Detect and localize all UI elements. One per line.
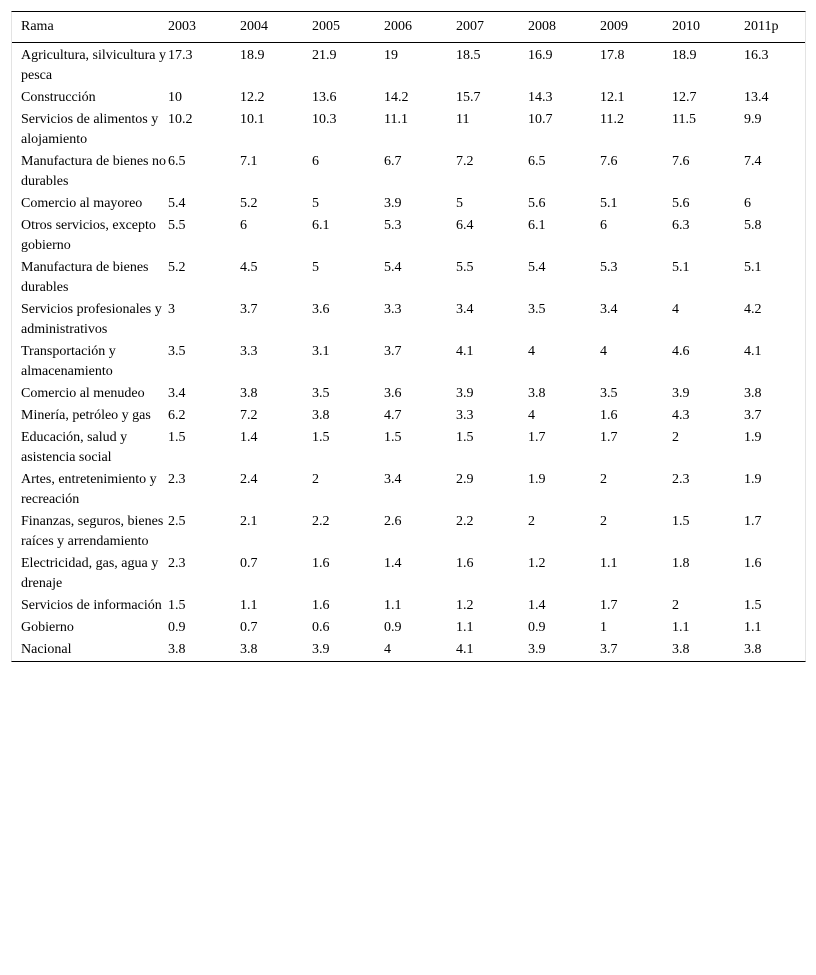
table-row bbox=[12, 299, 805, 341]
table-cell-value: 3.7 bbox=[384, 344, 402, 359]
row-label-rama: Comercio al mayoreo bbox=[21, 196, 143, 211]
table-cell-value: 3 bbox=[168, 302, 175, 317]
table-cell-value: 5.4 bbox=[168, 196, 186, 211]
table-cell-value: 9.9 bbox=[744, 112, 762, 127]
table-cell-value: 6.2 bbox=[168, 408, 186, 423]
table-cell-value: 2 bbox=[600, 514, 607, 529]
table-cell-value: 2.5 bbox=[168, 514, 186, 529]
table-cell-value: 4.1 bbox=[456, 642, 474, 657]
table-cell-value: 4.1 bbox=[456, 344, 474, 359]
row-label-rama: Comercio al menudeo bbox=[21, 386, 145, 401]
table-cell-value: 16.9 bbox=[528, 48, 553, 63]
table-cell-value: 4.3 bbox=[672, 408, 690, 423]
table-cell-value: 1.5 bbox=[744, 598, 762, 613]
table-cell-value: 6.5 bbox=[168, 154, 186, 169]
table-cell-value: 3.3 bbox=[384, 302, 402, 317]
row-label-rama: Transportación y almacenamiento bbox=[21, 344, 116, 379]
table-row bbox=[12, 215, 805, 257]
table-cell-value: 1.6 bbox=[744, 556, 762, 571]
table-cell-value: 17.8 bbox=[600, 48, 625, 63]
table-cell-value: 6 bbox=[240, 218, 247, 233]
table-cell-value: 3.3 bbox=[456, 408, 474, 423]
table-cell-value: 10.7 bbox=[528, 112, 553, 127]
table-cell-value: 10.2 bbox=[168, 112, 193, 127]
table-cell-value: 1.5 bbox=[312, 430, 330, 445]
row-label-rama: Manufactura de bienes durables bbox=[21, 260, 149, 295]
table-cell-value: 3.6 bbox=[312, 302, 330, 317]
table-cell-value: 0.7 bbox=[240, 556, 258, 571]
table-cell-value: 3.1 bbox=[312, 344, 330, 359]
table-cell-value: 3.8 bbox=[672, 642, 690, 657]
table-cell-value: 3.4 bbox=[600, 302, 618, 317]
table-cell-value: 2 bbox=[600, 472, 607, 487]
table-body bbox=[12, 43, 805, 662]
data-table-container bbox=[11, 11, 806, 662]
table-cell-value: 5.6 bbox=[672, 196, 690, 211]
table-cell-value: 4 bbox=[528, 344, 535, 359]
table-cell-value: 5.1 bbox=[744, 260, 762, 275]
table-cell-value: 18.9 bbox=[240, 48, 265, 63]
table-cell-value: 5.3 bbox=[384, 218, 402, 233]
table-cell-value: 19 bbox=[384, 48, 398, 63]
table-cell-value: 6 bbox=[312, 154, 319, 169]
table-cell-value: 3.9 bbox=[528, 642, 546, 657]
column-header-year: 2007 bbox=[456, 12, 528, 43]
table-cell-value: 1.9 bbox=[744, 430, 762, 445]
table-cell-value: 2.3 bbox=[168, 556, 186, 571]
table-cell-value: 3.6 bbox=[384, 386, 402, 401]
table-cell-value: 6.7 bbox=[384, 154, 402, 169]
table-cell-value: 3.4 bbox=[384, 472, 402, 487]
table-cell-value: 5.3 bbox=[600, 260, 618, 275]
table-row bbox=[12, 43, 805, 88]
table-row bbox=[12, 193, 805, 215]
table-cell-value: 11 bbox=[456, 112, 470, 127]
table-cell-value: 4.7 bbox=[384, 408, 402, 423]
table-cell-value: 3.4 bbox=[456, 302, 474, 317]
table-row bbox=[12, 383, 805, 405]
data-table bbox=[12, 12, 805, 661]
table-cell-value: 3.3 bbox=[240, 344, 258, 359]
table-row bbox=[12, 341, 805, 383]
table-cell-value: 2.6 bbox=[384, 514, 402, 529]
table-cell-value: 1.5 bbox=[168, 430, 186, 445]
table-cell-value: 6 bbox=[600, 218, 607, 233]
table-cell-value: 1.2 bbox=[528, 556, 546, 571]
column-header-rama: Rama bbox=[12, 12, 168, 43]
table-cell-value: 13.4 bbox=[744, 90, 769, 105]
table-cell-value: 4.5 bbox=[240, 260, 258, 275]
row-label-rama: Agricultura, silvicultura y pesca bbox=[21, 48, 167, 83]
table-cell-value: 12.7 bbox=[672, 90, 697, 105]
table-cell-value: 3.9 bbox=[456, 386, 474, 401]
table-cell-value: 2.4 bbox=[240, 472, 258, 487]
table-cell-value: 3.7 bbox=[240, 302, 258, 317]
table-cell-value: 2.3 bbox=[672, 472, 690, 487]
table-cell-value: 7.2 bbox=[456, 154, 474, 169]
table-row bbox=[12, 257, 805, 299]
table-cell-value: 2.3 bbox=[168, 472, 186, 487]
table-cell-value: 3.5 bbox=[600, 386, 618, 401]
row-label-rama: Nacional bbox=[21, 642, 72, 657]
column-header-year: 2003 bbox=[168, 12, 240, 43]
table-row bbox=[12, 639, 805, 661]
column-header-year: 2009 bbox=[600, 12, 672, 43]
table-cell-value: 0.9 bbox=[384, 620, 402, 635]
table-row bbox=[12, 151, 805, 193]
column-header-year: 2008 bbox=[528, 12, 600, 43]
table-cell-value: 5.8 bbox=[744, 218, 762, 233]
column-header-year: 2011p bbox=[744, 12, 805, 43]
table-cell-value: 2.2 bbox=[312, 514, 330, 529]
table-cell-value: 5.2 bbox=[168, 260, 186, 275]
table-cell-value: 4.1 bbox=[744, 344, 762, 359]
row-label-rama: Construcción bbox=[21, 90, 96, 105]
table-row bbox=[12, 617, 805, 639]
table-cell-value: 5 bbox=[312, 196, 319, 211]
table-cell-value: 14.2 bbox=[384, 90, 409, 105]
table-cell-value: 5.5 bbox=[456, 260, 474, 275]
table-cell-value: 0.6 bbox=[312, 620, 330, 635]
table-cell-value: 12.1 bbox=[600, 90, 625, 105]
table-cell-value: 4 bbox=[600, 344, 607, 359]
table-cell-value: 10.1 bbox=[240, 112, 265, 127]
table-cell-value: 2.1 bbox=[240, 514, 258, 529]
table-cell-value: 10 bbox=[168, 90, 182, 105]
table-cell-value: 1.9 bbox=[528, 472, 546, 487]
table-row bbox=[12, 553, 805, 595]
table-cell-value: 2.2 bbox=[456, 514, 474, 529]
table-cell-value: 10.3 bbox=[312, 112, 337, 127]
table-cell-value: 2 bbox=[312, 472, 319, 487]
table-cell-value: 18.5 bbox=[456, 48, 481, 63]
row-label-rama: Artes, entretenimiento y recreación bbox=[21, 472, 157, 507]
table-cell-value: 3.9 bbox=[672, 386, 690, 401]
table-cell-value: 1.7 bbox=[600, 598, 618, 613]
table-cell-value: 4.6 bbox=[672, 344, 690, 359]
table-cell-value: 7.6 bbox=[600, 154, 618, 169]
table-cell-value: 1.2 bbox=[456, 598, 474, 613]
table-cell-value: 4 bbox=[528, 408, 535, 423]
table-cell-value: 3.5 bbox=[168, 344, 186, 359]
table-cell-value: 1.7 bbox=[528, 430, 546, 445]
table-row bbox=[12, 109, 805, 151]
table-cell-value: 3.9 bbox=[312, 642, 330, 657]
table-cell-value: 1.1 bbox=[240, 598, 258, 613]
table-cell-value: 1.6 bbox=[312, 556, 330, 571]
table-cell-value: 3.8 bbox=[528, 386, 546, 401]
table-cell-value: 3.8 bbox=[168, 642, 186, 657]
table-cell-value: 1.8 bbox=[672, 556, 690, 571]
table-cell-value: 5.4 bbox=[528, 260, 546, 275]
table-cell-value: 0.7 bbox=[240, 620, 258, 635]
table-cell-value: 13.6 bbox=[312, 90, 337, 105]
table-cell-value: 4 bbox=[384, 642, 391, 657]
table-cell-value: 1.6 bbox=[600, 408, 618, 423]
table-cell-value: 2 bbox=[672, 430, 679, 445]
table-cell-value: 5.4 bbox=[384, 260, 402, 275]
table-cell-value: 1.1 bbox=[384, 598, 402, 613]
row-label-rama: Electricidad, gas, agua y drenaje bbox=[21, 556, 159, 591]
table-cell-value: 1.4 bbox=[528, 598, 546, 613]
table-cell-value: 5 bbox=[312, 260, 319, 275]
table-cell-value: 1.4 bbox=[384, 556, 402, 571]
table-cell-value: 0.9 bbox=[528, 620, 546, 635]
header-row bbox=[12, 12, 805, 43]
table-cell-value: 1.5 bbox=[384, 430, 402, 445]
table-cell-value: 6.3 bbox=[672, 218, 690, 233]
table-cell-value: 1 bbox=[600, 620, 607, 635]
table-cell-value: 3.8 bbox=[240, 386, 258, 401]
table-cell-value: 11.1 bbox=[384, 112, 408, 127]
table-cell-value: 1.1 bbox=[600, 556, 618, 571]
table-cell-value: 1.7 bbox=[600, 430, 618, 445]
row-label-rama: Manufactura de bienes no durables bbox=[21, 154, 166, 189]
table-cell-value: 6.1 bbox=[312, 218, 330, 233]
table-cell-value: 3.5 bbox=[528, 302, 546, 317]
table-cell-value: 2 bbox=[528, 514, 535, 529]
table-cell-value: 6.1 bbox=[528, 218, 546, 233]
table-cell-value: 3.8 bbox=[744, 386, 762, 401]
table-row bbox=[12, 595, 805, 617]
table-cell-value: 3.8 bbox=[744, 642, 762, 657]
table-cell-value: 1.5 bbox=[168, 598, 186, 613]
table-cell-value: 1.4 bbox=[240, 430, 258, 445]
table-cell-value: 1.6 bbox=[456, 556, 474, 571]
table-cell-value: 4.2 bbox=[744, 302, 762, 317]
table-cell-value: 1.1 bbox=[744, 620, 762, 635]
table-cell-value: 1.6 bbox=[312, 598, 330, 613]
table-cell-value: 1.5 bbox=[456, 430, 474, 445]
table-cell-value: 1.5 bbox=[672, 514, 690, 529]
column-header-year: 2004 bbox=[240, 12, 312, 43]
table-cell-value: 3.7 bbox=[744, 408, 762, 423]
table-cell-value: 18.9 bbox=[672, 48, 697, 63]
row-label-rama: Minería, petróleo y gas bbox=[21, 408, 151, 423]
table-cell-value: 7.1 bbox=[240, 154, 258, 169]
table-cell-value: 5.2 bbox=[240, 196, 258, 211]
table-cell-value: 1.1 bbox=[672, 620, 690, 635]
table-cell-value: 11.5 bbox=[672, 112, 696, 127]
row-label-rama: Gobierno bbox=[21, 620, 74, 635]
table-cell-value: 3.9 bbox=[384, 196, 402, 211]
table-cell-value: 5.1 bbox=[600, 196, 618, 211]
table-cell-value: 7.2 bbox=[240, 408, 258, 423]
table-cell-value: 4 bbox=[672, 302, 679, 317]
row-label-rama: Servicios de información bbox=[21, 598, 162, 613]
table-row bbox=[12, 87, 805, 109]
table-cell-value: 5 bbox=[456, 196, 463, 211]
table-cell-value: 12.2 bbox=[240, 90, 265, 105]
table-row bbox=[12, 511, 805, 553]
table-cell-value: 2 bbox=[672, 598, 679, 613]
table-cell-value: 7.4 bbox=[744, 154, 762, 169]
table-row bbox=[12, 427, 805, 469]
table-row bbox=[12, 469, 805, 511]
table-cell-value: 6 bbox=[744, 196, 751, 211]
table-header bbox=[12, 12, 805, 43]
table-cell-value: 5.6 bbox=[528, 196, 546, 211]
table-cell-value: 1.1 bbox=[456, 620, 474, 635]
table-cell-value: 7.6 bbox=[672, 154, 690, 169]
table-cell-value: 0.9 bbox=[168, 620, 186, 635]
table-cell-value: 15.7 bbox=[456, 90, 481, 105]
table-cell-value: 3.5 bbox=[312, 386, 330, 401]
row-label-rama: Finanzas, seguros, bienes raíces y arrendamiento bbox=[21, 514, 164, 549]
row-label-rama: Servicios profesionales y administrativos bbox=[21, 302, 162, 337]
table-cell-value: 6.5 bbox=[528, 154, 546, 169]
row-label-rama: Servicios de alimentos y alojamiento bbox=[21, 112, 159, 147]
row-label-rama: Educación, salud y asistencia social bbox=[21, 430, 128, 465]
column-header-year: 2010 bbox=[672, 12, 744, 43]
table-cell-value: 3.8 bbox=[312, 408, 330, 423]
table-cell-value: 21.9 bbox=[312, 48, 337, 63]
table-cell-value: 3.8 bbox=[240, 642, 258, 657]
table-cell-value: 5.1 bbox=[672, 260, 690, 275]
table-row bbox=[12, 405, 805, 427]
table-cell-value: 14.3 bbox=[528, 90, 553, 105]
column-header-year: 2006 bbox=[384, 12, 456, 43]
table-cell-value: 1.7 bbox=[744, 514, 762, 529]
table-cell-value: 17.3 bbox=[168, 48, 193, 63]
table-cell-value: 11.2 bbox=[600, 112, 624, 127]
table-cell-value: 2.9 bbox=[456, 472, 474, 487]
table-cell-value: 6.4 bbox=[456, 218, 474, 233]
table-cell-value: 3.7 bbox=[600, 642, 618, 657]
table-cell-value: 3.4 bbox=[168, 386, 186, 401]
column-header-year: 2005 bbox=[312, 12, 384, 43]
table-cell-value: 1.9 bbox=[744, 472, 762, 487]
row-label-rama: Otros servicios, excepto gobierno bbox=[21, 218, 156, 253]
table-cell-value: 5.5 bbox=[168, 218, 186, 233]
table-cell-value: 16.3 bbox=[744, 48, 769, 63]
